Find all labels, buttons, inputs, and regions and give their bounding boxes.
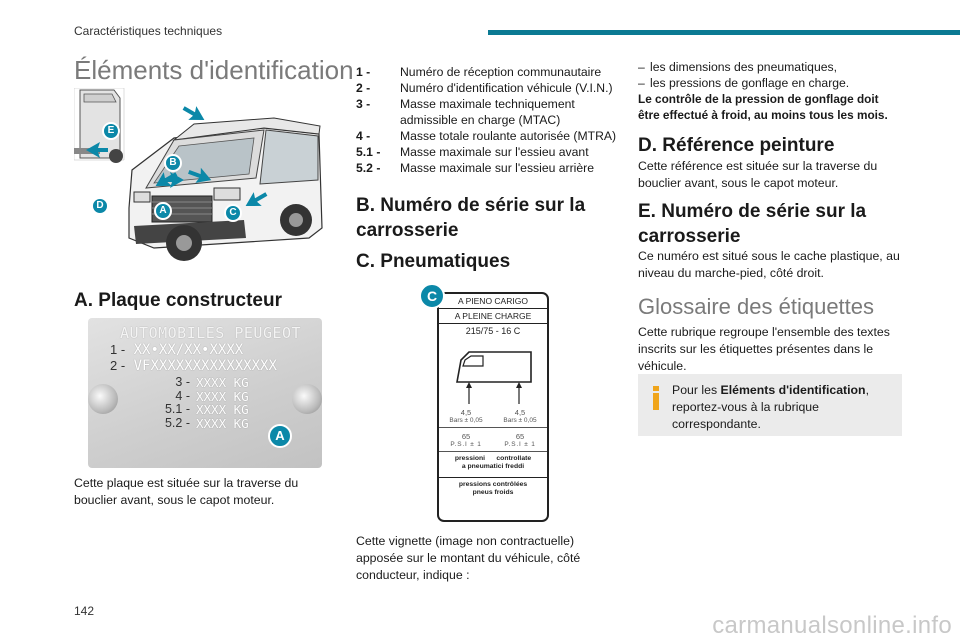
sticker-description: Cette vignette (image non contractuelle) apposée sur le montant du véhicule, côté conducteur, indique : xyxy=(356,534,581,582)
dash-item xyxy=(638,60,902,76)
tire-label-size: 215/75 - 16 C xyxy=(465,326,521,336)
info-text-bold: Eléments d'identification xyxy=(720,383,866,397)
plate-kg-value: XXXX KG xyxy=(196,388,249,404)
plate-badge-a: A xyxy=(268,424,292,448)
tire-fr-text xyxy=(439,477,547,497)
page-header-title: Caractéristiques techniques xyxy=(74,24,223,38)
list-item-num: 2 - xyxy=(356,81,371,95)
plate-kg-value: XXXX KG xyxy=(196,402,249,417)
van-body xyxy=(129,118,322,261)
plate-kg-num: 3 - xyxy=(175,375,190,389)
tire-bar-left: 4,5 xyxy=(460,408,472,417)
van-badge-b: B xyxy=(164,154,182,172)
list-item-text: Masse maximale sur l'essieu avant xyxy=(400,145,589,159)
info-text xyxy=(648,382,892,433)
list-item-num: 4 - xyxy=(356,129,371,143)
tire-psi-tol-row xyxy=(439,441,547,452)
list-item-text: Numéro d'identification véhicule (V.I.N.) xyxy=(400,81,613,95)
tire-pressure-label xyxy=(437,292,549,522)
section-c-heading: C. Pneumatiques xyxy=(356,251,511,272)
tire-bar-tol-right: Bars ± 0,05 xyxy=(503,417,537,424)
dash-list xyxy=(638,60,902,91)
list-item-text: Masse totale roulante autorisée (MTRA) xyxy=(400,129,617,143)
tire-fr-line2: pneus froids xyxy=(472,489,514,496)
page-title: Éléments d'identification xyxy=(74,55,354,85)
list-item xyxy=(356,128,618,144)
plate-row-num: 2 - xyxy=(110,358,126,373)
list-item-text: Masse maximale sur l'essieu arrière xyxy=(400,161,595,175)
glossary-text: Cette rubrique regroupe l'ensemble des textes inscrits sur les étiquettes présentes dans le véhicule. xyxy=(638,325,890,373)
section-b-heading: B. Numéro de série sur la carrosserie xyxy=(356,195,586,241)
info-box xyxy=(638,374,902,436)
plate-kg-rows xyxy=(160,376,249,430)
tire-it-line2: a pneumatici freddi xyxy=(461,463,525,470)
tire-psi-right: 65 xyxy=(515,432,525,441)
tire-badge-c: C xyxy=(419,283,445,309)
plate-row-num: 1 - xyxy=(110,342,126,357)
plate-kg-num: 5.1 - xyxy=(164,402,190,416)
tire-it-line1: pressioni controllate xyxy=(454,455,532,462)
plate-row-value: VFXXXXXXXXXXXXXXX xyxy=(133,358,277,374)
tire-bar-tol-row xyxy=(439,417,547,428)
section-d-text: Cette référence est située sur la traverse du bouclier avant, sous le capot moteur. xyxy=(638,159,878,190)
plate-kg-row xyxy=(160,417,249,431)
van-badge-c: C xyxy=(224,204,242,222)
dash-marker: – xyxy=(638,75,645,90)
info-icon xyxy=(652,386,660,410)
section-e-text: Ce numéro est situé sous le cache plastique, au niveau du marche-pied, côté droit. xyxy=(638,249,900,280)
pressure-warning: Le contrôle de la pression de gonflage doit être effectué à froid, au moins tous les mois. xyxy=(638,92,888,122)
plate-row-value: XX•XX/XX•XXXX xyxy=(133,342,244,358)
plate-rivet-right xyxy=(292,384,322,414)
tire-bar-row xyxy=(439,408,547,417)
tire-fr-line1: pressions contrôlées xyxy=(458,481,528,488)
section-e-heading: E. Numéro de série sur la carrosserie xyxy=(638,201,867,247)
dash-item-text: les pressions de gonflage en charge. xyxy=(650,75,850,90)
page-number: 142 xyxy=(74,604,95,618)
list-item-num: 1 - xyxy=(356,65,371,79)
info-text-prefix: Pour les xyxy=(672,383,721,397)
van-badge-e: E xyxy=(102,122,120,140)
tire-psi-tol-left: P.S.I ± 1 xyxy=(450,441,482,448)
dash-item-text: les dimensions des pneumatiques, xyxy=(650,60,837,74)
header-accent-bar xyxy=(488,30,960,35)
tire-bar-right: 4,5 xyxy=(514,408,526,417)
list-item-num: 5.1 - xyxy=(356,145,381,159)
list-item-num: 3 - xyxy=(356,97,371,111)
dash-item xyxy=(638,76,902,92)
tire-psi-left: 65 xyxy=(461,432,471,441)
plate-rivet-left xyxy=(88,384,118,414)
plate-kg-value: XXXX KG xyxy=(196,415,249,431)
list-item xyxy=(356,96,618,128)
van-illustration xyxy=(74,88,324,268)
tire-label-line1: A PIENO CARIGO xyxy=(439,294,547,309)
tire-label-line2: A PLEINE CHARGE xyxy=(439,309,547,324)
tire-it-text xyxy=(439,455,547,471)
plate-row-1 xyxy=(110,342,243,358)
plate-kg-row xyxy=(160,403,249,417)
info-text-suffix: , reportez-vous à la rubrique correspondante. xyxy=(672,383,869,431)
section-d-heading: D. Référence peinture xyxy=(638,135,835,156)
list-item-num: 5.2 - xyxy=(356,161,381,175)
list-item-text: Numéro de réception communautaire xyxy=(400,65,602,79)
plate-kg-num: 5.2 - xyxy=(164,415,190,430)
tire-psi-tol-right: P.S.I ± 1 xyxy=(504,441,536,448)
list-item xyxy=(356,144,618,160)
section-a-heading: A. Plaque constructeur xyxy=(74,290,282,311)
plate-kg-row xyxy=(160,390,249,404)
plate-row-2 xyxy=(110,358,277,374)
tire-label-van-icon xyxy=(439,338,547,408)
identification-list xyxy=(356,64,618,176)
list-item-text: Masse maximale techniquement admissible en charge (MTAC) xyxy=(400,97,575,127)
van-badge-a: A xyxy=(154,202,172,220)
list-item xyxy=(356,80,618,96)
dash-marker: – xyxy=(638,60,645,74)
list-item xyxy=(356,160,618,176)
glossary-heading: Glossaire des étiquettes xyxy=(638,294,875,319)
plate-brand: AUTOMOBILES PEUGEOT xyxy=(120,324,302,342)
van-badge-d: D xyxy=(91,197,109,215)
list-item xyxy=(356,64,618,80)
watermark: carmanualsonline.info xyxy=(712,612,952,639)
plate-kg-value: XXXX KG xyxy=(196,375,249,390)
plate-kg-num: 4 - xyxy=(175,388,190,403)
tire-bar-tol-left: Bars ± 0,05 xyxy=(449,417,483,424)
plate-kg-row xyxy=(160,376,249,390)
tire-psi-row xyxy=(439,432,547,441)
plate-description: Cette plaque est située sur la traverse du bouclier avant, sous le capot moteur. xyxy=(74,476,299,507)
